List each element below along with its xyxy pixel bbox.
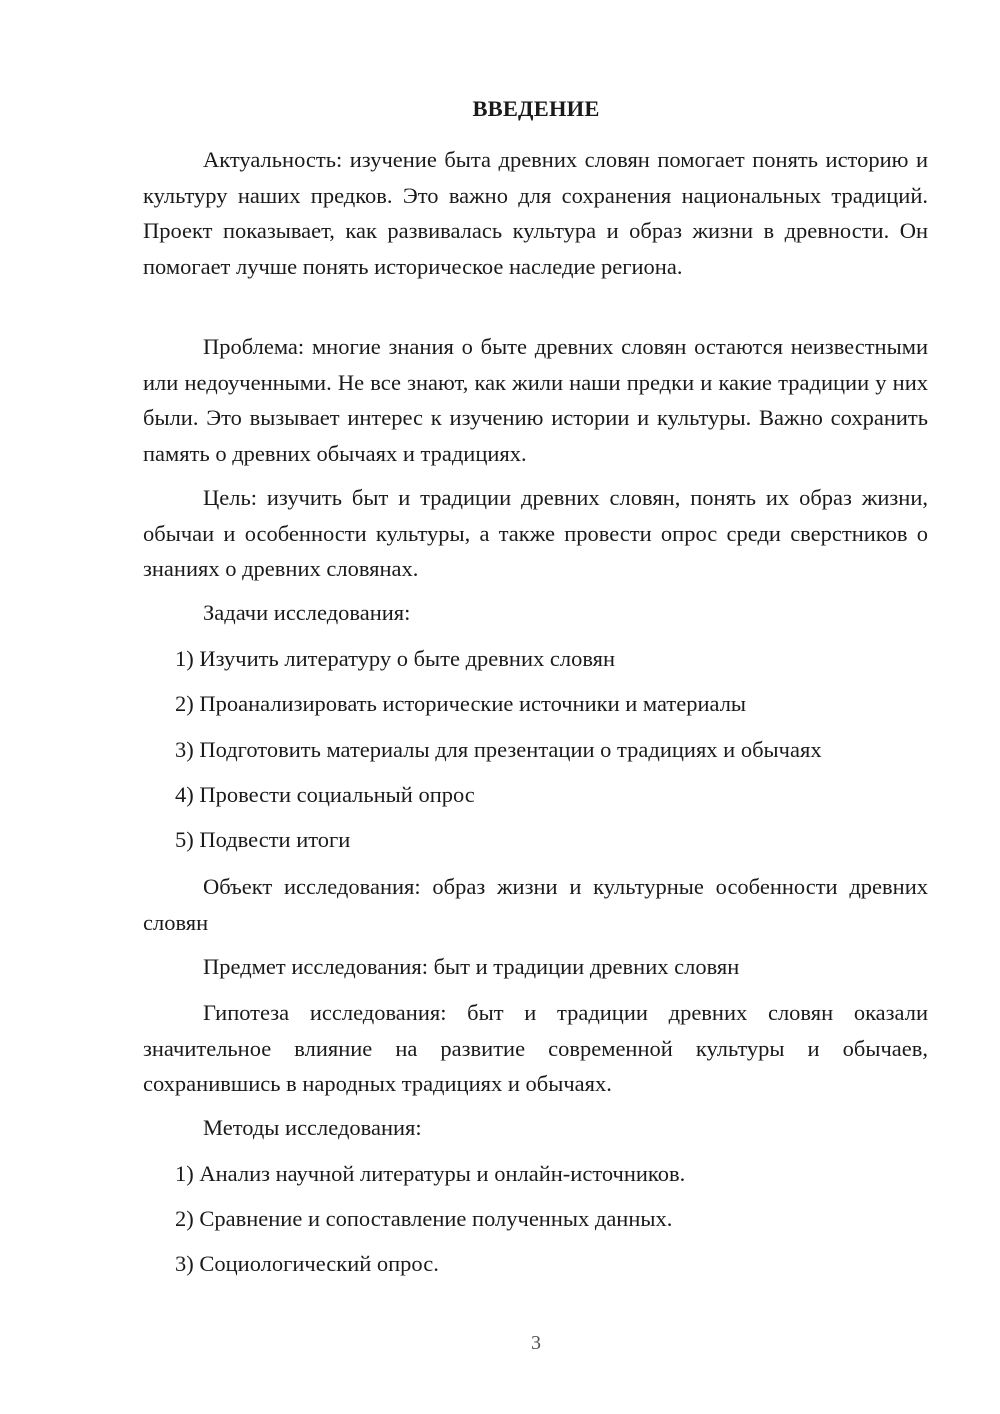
paragraph-relevance: Актуальность: изучение быта древних словян помогает понять историю и культуру наших предков. Это важно для сохранения национальных традиций. Проект показывает, как развивалась культура и образ жизни в древности. Он помогает лучше понять историческое наследие региона. xyxy=(143,147,928,279)
page-number: 3 xyxy=(531,1332,541,1354)
task-item-2: 2) Проанализировать исторические источники и материалы xyxy=(175,691,747,716)
method-item-3: 3) Социологический опрос. xyxy=(175,1251,439,1276)
task-item-4: 4) Провести социальный опрос xyxy=(175,782,475,807)
task-item-1: 1) Изучить литературу о быте древних словян xyxy=(175,646,616,671)
methods-label: Методы исследования: xyxy=(203,1115,422,1140)
task-item-3: 3) Подготовить материалы для презентации о традициях и обычаях xyxy=(175,737,822,762)
method-item-2: 2) Сравнение и сопоставление полученных данных. xyxy=(175,1206,673,1231)
paragraph-hypothesis: Гипотеза исследования: быт и традиции древних словян оказали значительное влияние на развитие современной культуры и обычаев, сохранившись в народных традициях и обычаях. xyxy=(143,1000,928,1096)
page-heading: ВВЕДЕНИЕ xyxy=(472,96,600,121)
method-item-1: 1) Анализ научной литературы и онлайн-источников. xyxy=(175,1161,686,1186)
tasks-label: Задачи исследования: xyxy=(203,600,411,625)
paragraph-goal: Цель: изучить быт и традиции древних словян, понять их образ жизни, обычаи и особенности культуры, а также провести опрос среди сверстников о знаниях о древних словянах. xyxy=(143,485,928,581)
paragraph-problem: Проблема: многие знания о быте древних словян остаются неизвестными или недоученными. Не все знают, как жили наши предки и какие традиции у них были. Это вызывает интерес к изучению истории и культуры. Важно сохранить память о древних обычаях и традициях. xyxy=(143,334,928,466)
task-item-5: 5) Подвести итоги xyxy=(175,827,351,852)
paragraph-object: Объект исследования: образ жизни и культурные особенности древних словян xyxy=(143,874,928,935)
paragraph-subject: Предмет исследования: быт и традиции древних словян xyxy=(203,954,740,979)
